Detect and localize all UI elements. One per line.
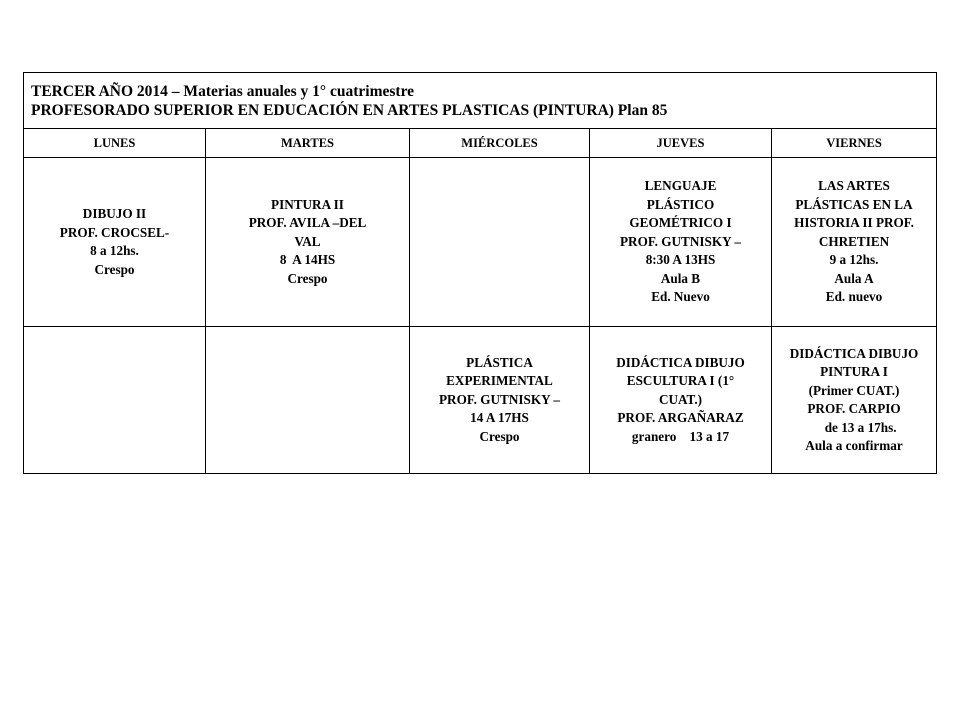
course-line: PLÁSTICAS EN LA [795, 196, 913, 212]
course-line: ESCULTURA I (1° [626, 373, 735, 389]
course-line: PROF. GUTNISKY – [619, 233, 742, 249]
slot-viernes [772, 327, 937, 474]
slot-miercoles [410, 327, 590, 474]
course-line: EXPERIMENTAL [446, 373, 553, 389]
day-header-viernes: VIERNES [772, 129, 937, 158]
course-line: PLÁSTICA [466, 354, 533, 370]
course-line: PROF. AVILA –DEL [248, 215, 367, 231]
course-line: 8 A 14HS [279, 252, 336, 268]
course-line: Crespo [94, 261, 135, 277]
course-line: Aula A [834, 270, 874, 286]
slot-martes [206, 158, 410, 327]
course-line: CHRETIEN [818, 233, 890, 249]
schedule-table [23, 72, 937, 474]
day-header-lunes: LUNES [24, 129, 206, 158]
slot-miercoles [410, 158, 590, 327]
course-line: Aula B [660, 270, 701, 286]
course-line: Crespo [287, 270, 328, 286]
day-header-jueves: JUEVES [590, 129, 772, 158]
schedule-title [24, 73, 937, 129]
course-line: (Primer CUAT.) [808, 382, 900, 398]
course-line: Ed. nuevo [825, 289, 883, 305]
slot-lunes [24, 327, 206, 474]
slot-jueves [590, 158, 772, 327]
course-line: DIDÁCTICA DIBUJO [789, 345, 919, 361]
course-line: PROF. ARGAÑARAZ [617, 410, 744, 426]
course-line: PINTURA I [820, 364, 888, 379]
course-line: granero 13 a 17 [631, 428, 730, 444]
course-line: 8:30 A 13HS [645, 252, 716, 268]
course-line: Crespo [479, 428, 520, 444]
course-line: Ed. Nuevo [651, 289, 710, 305]
course-line: LENGUAJE [644, 178, 717, 194]
course-line: 8 a 12hs. [90, 243, 139, 258]
slot-jueves [590, 327, 772, 474]
day-header-martes: MARTES [206, 129, 410, 158]
course-line: LAS ARTES [818, 178, 890, 194]
course-line: PROF. CARPIO [807, 401, 901, 416]
course-line: VAL [294, 233, 321, 249]
schedule-row [24, 158, 937, 327]
day-header-row [24, 129, 937, 158]
course-line: PROF. CROCSEL- [59, 224, 170, 240]
course-line: PROF. GUTNISKY – [438, 391, 561, 407]
course-line: DIDÁCTICA DIBUJO [616, 354, 745, 370]
course-line: 9 a 12hs. [829, 252, 879, 268]
course-line: Aula a confirmar [805, 438, 903, 453]
slot-martes [206, 327, 410, 474]
course-line: DIBUJO II [82, 206, 147, 221]
title-line-year: TERCER AÑO 2014 – Materias anuales y 1° cuatrimestre [31, 82, 415, 100]
title-row [24, 73, 937, 129]
slot-lunes [24, 158, 206, 327]
schedule-row [24, 327, 937, 474]
course-line: de 13 a 17hs. [811, 419, 897, 435]
day-header-miercoles: MIÉRCOLES [410, 129, 590, 158]
course-line: GEOMÉTRICO I [629, 215, 732, 231]
course-line: PLÁSTICO [646, 196, 715, 212]
title-line-program: PROFESORADO SUPERIOR EN EDUCACIÓN EN ARTES PLASTICAS (PINTURA) Plan 85 [31, 101, 668, 119]
course-line: CUAT.) [658, 391, 703, 407]
course-line: 14 A 17HS [470, 410, 529, 426]
slot-viernes [772, 158, 937, 327]
course-line: PINTURA II [271, 196, 344, 212]
course-line: HISTORIA II PROF. [794, 215, 914, 231]
